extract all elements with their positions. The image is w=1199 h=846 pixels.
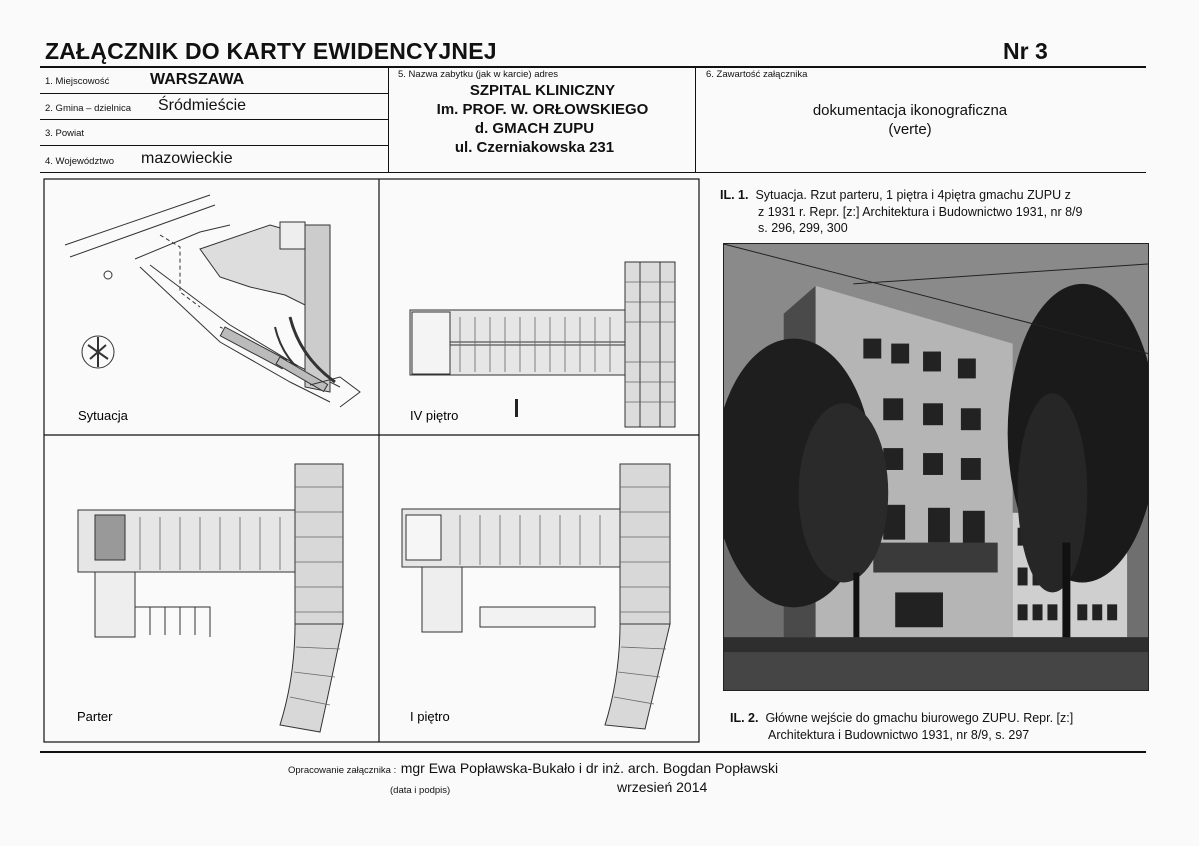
field-gmina-value: Śródmieście [158, 97, 247, 114]
field-nazwa-value [400, 81, 685, 157]
footer-prepared [288, 760, 778, 778]
caption-il2-number: IL. 2. [730, 711, 759, 725]
caption-il2-line-1: Główne wejście do gmachu biurowego ZUPU. Repr. [z:] [765, 711, 1074, 725]
footer-date-value: wrzesień 2014 [617, 779, 708, 795]
caption-il2-line-2: Architektura i Budownictwo 1931, nr 8/9, s. 297 [768, 727, 1030, 742]
nazwa-line-2: Im. PROF. W. ORŁOWSKIEGO [436, 101, 649, 118]
caption-il1-number: IL. 1. [720, 188, 749, 202]
footer-date-label: (data i podpis) [390, 785, 451, 796]
ground-floor-plan-drawing [78, 464, 343, 732]
label-parter: Parter [77, 709, 113, 724]
header-bottom-rule [40, 172, 1146, 173]
field-gmina-label: 2. Gmina – dzielnica [45, 103, 132, 114]
caption-il2 [730, 710, 1150, 743]
zawartosc-line-2: (verte) [888, 121, 932, 138]
field-zawartosc-label: 6. Zawartość załącznika [706, 69, 808, 80]
row-divider-3 [40, 145, 388, 146]
footer-prepared-value: mgr Ewa Popławska-Bukało i dr inż. arch. Bogdan Popławski [400, 760, 779, 776]
nazwa-line-4: ul. Czerniakowska 231 [454, 139, 615, 156]
first-floor-plan-drawing [402, 464, 670, 729]
field-miejscowosc-value: WARSZAWA [150, 71, 245, 88]
label-sytuacja: Sytuacja [78, 408, 128, 423]
field-powiat-label: 3. Powiat [45, 128, 85, 139]
site-plan-drawing [65, 195, 360, 407]
footer-rule [40, 751, 1146, 753]
caption-il1 [720, 187, 1140, 237]
field-zawartosc-value [760, 101, 1060, 139]
divider-right [695, 67, 696, 173]
caption-il1-line-3: s. 296, 299, 300 [758, 221, 848, 235]
attachment-number: Nr 3 [1003, 38, 1048, 64]
row-divider-2 [40, 119, 388, 120]
header-top-rule [40, 66, 1146, 68]
zawartosc-line-1: dokumentacja ikonograficzna [812, 102, 1008, 119]
field-wojewodztwo-value: mazowieckie [141, 150, 233, 167]
field-nazwa-label: 5. Nazwa zabytku (jak w karcie) adres [398, 69, 558, 80]
field-miejscowosc-label: 1. Miejscowość [45, 76, 110, 87]
footer-prepared-label: Opracowanie załącznika : [288, 765, 397, 776]
building-photo [723, 243, 1149, 691]
plans-figure [40, 177, 704, 745]
document-title: ZAŁĄCZNIK DO KARTY EWIDENCYJNEJ [45, 38, 497, 64]
label-i-pietro: I piętro [410, 709, 450, 724]
label-iv-pietro: IV piętro [410, 408, 459, 423]
nazwa-line-1: SZPITAL KLINICZNY [469, 82, 616, 99]
caption-il1-line-2: z 1931 r. Repr. [z:] Architektura i Budownictwo 1931, nr 8/9 [758, 204, 1083, 219]
caption-il1-line-1: Sytuacja. Rzut parteru, 1 piętra i 4piętra gmachu ZUPU z [755, 188, 1071, 202]
row-divider-1 [40, 93, 388, 94]
field-wojewodztwo-label: 4. Województwo [45, 156, 114, 167]
scale-bar-icon [515, 399, 518, 417]
nazwa-line-3: d. GMACH ZUPU [474, 120, 595, 137]
